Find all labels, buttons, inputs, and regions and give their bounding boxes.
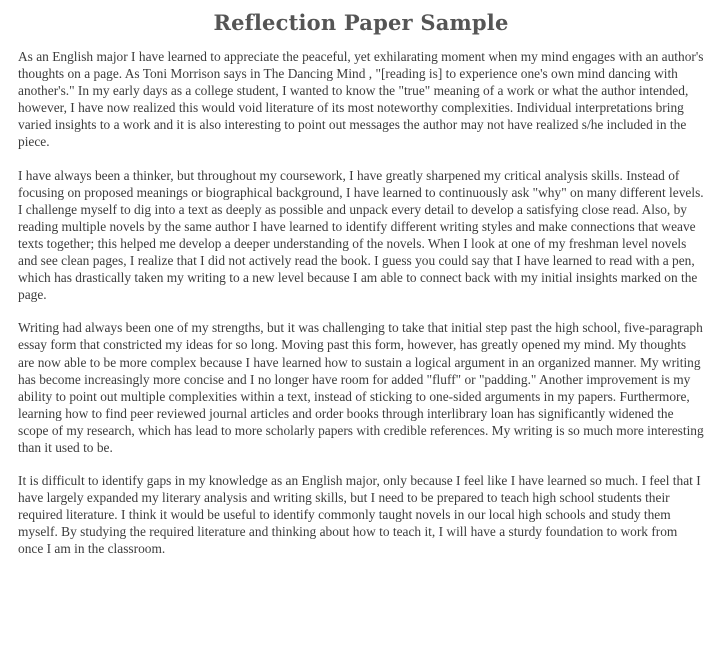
paragraph-3: Writing had always been one of my strengths, but it was challenging to take that initial step past the high school, five-paragraph essay form that constricted my ideas for so long. Moving past this form, however, has greatly opened my mind. My thoughts are now able to be more complex because I have learned how to sustain a logical argument in an organized manner. My writing has become increasingly more concise and I no longer have room for added "fluff" or "padding." Another improvement is my ability to point out multiple complexities within a text, instead of sticking to one-sided arguments in my papers. Furthermore, learning how to find peer reviewed journal articles and order books through interlibrary loan has significantly widened the scope of my research, which has lead to more scholarly papers with credible references. My writing is so much more interesting than it used to be. (18, 320, 704, 455)
paragraph-2: I have always been a thinker, but throughout my coursework, I have greatly sharpened my critical analysis skills. Instead of focusing on proposed meanings or biographical background, I have learned to continuously ask "why" on many different levels. I challenge myself to dig into a text as deeply as possible and unpack every detail to develop a satisfying close read. Also, by reading multiple novels by the same author I have learned to identify different writing styles and make connections that weave texts together; this helped me develop a deeper understanding of the novels. When I look at one of my freshman level novels and see clean pages, I realize that I did not actively read the book. I guess you could say that I have learned to read with a pen, which has drastically taken my writing to a new level because I am able to connect back with my initial insights marked on the page. (18, 167, 704, 303)
paragraph-1: As an English major I have learned to appreciate the peaceful, yet exhilarating moment when my mind engages with an author's thoughts on a page. As Toni Morrison says in The Dancing Mind , "[reading is] to experience one's own mind dancing with another's." In my early days as a college student, I wanted to know the "true" meaning of a work or what the author intended, however, I have now realized this would void literature of its most noteworthy complexities. Individual interpretations bring varied insights to a work and it is also interesting to point out messages the author may not have realized s/he included in the piece. (18, 49, 704, 150)
document-title: Reflection Paper Sample (213, 10, 509, 35)
document-body (18, 48, 704, 558)
paragraph-4: It is difficult to identify gaps in my knowledge as an English major, only because I feel like I have learned so much. I feel that I have largely expanded my literary analysis and writing skills, but I need to be prepared to teach high school students their required literature. I think it would be useful to identify commonly taught novels in our local high schools and study them myself. By studying the required literature and thinking about how to teach it, I will have a sturdy foundation to work from once I am in the classroom. (18, 473, 701, 557)
